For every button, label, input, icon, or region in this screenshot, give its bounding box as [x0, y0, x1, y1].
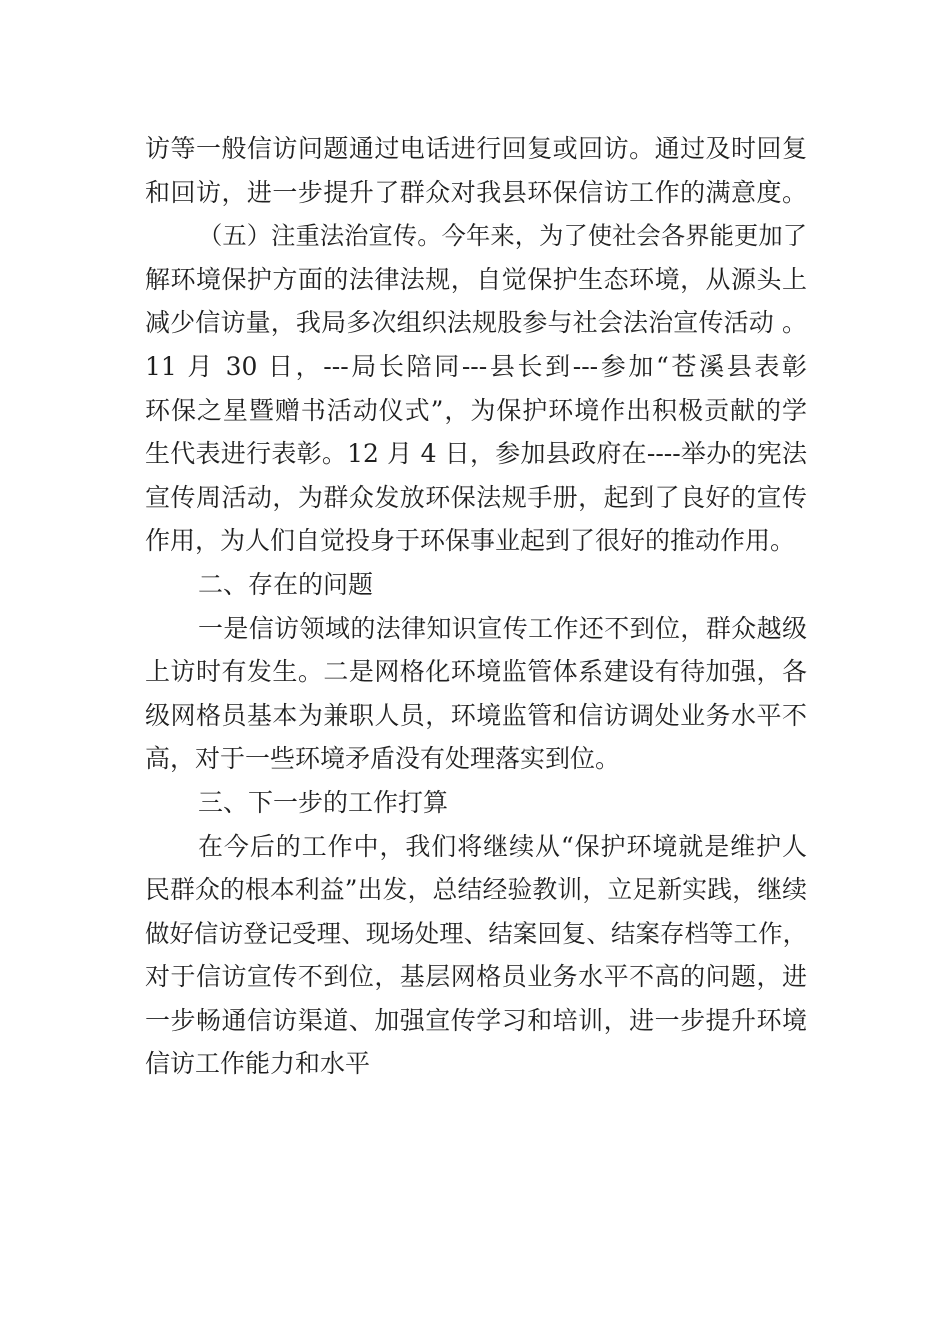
- document-body: [145, 127, 807, 1086]
- text-line: 做好信访登记受理、现场处理、结案回复、结案存档等工作，: [145, 918, 807, 948]
- text-line: 上访时有发生。二是网格化环境监管体系建设有待加强，各: [145, 657, 807, 687]
- text-line: 高，对于一些环境矛盾没有处理落实到位。: [145, 744, 621, 774]
- section-heading: 二、存在的问题: [198, 569, 374, 599]
- text-line: 民群众的根本利益”出发，总结经验教训，立足新实践，继续: [145, 875, 807, 905]
- text-line: 解环境保护方面的法律法规，自觉保护生态环境，从源头上: [145, 264, 807, 294]
- text-line: 访等一般信访问题通过电话进行回复或回访。通过及时回复: [145, 134, 807, 163]
- text-line: 环保之星暨赠书活动仪式”，为保护环境作出积极贡献的学: [145, 395, 807, 425]
- text-line: 信访工作能力和水平: [145, 1049, 371, 1079]
- text-line: 级网格员基本为兼职人员，环境监管和信访调处业务水平不: [145, 700, 807, 730]
- text-line: 在今后的工作中，我们将继续从“保护环境就是维护人: [198, 831, 807, 861]
- text-line: 减少信访量，我局多次组织法规股参与社会法治宣传活动 。: [145, 308, 807, 338]
- text-line: （五）注重法治宣传。今年来，为了使社会各界能更加了: [198, 221, 807, 251]
- text-line: 一步畅通信访渠道、加强宣传学习和培训，进一步提升环境: [145, 1005, 807, 1035]
- text-line: 对于信访宣传不到位，基层网格员业务水平不高的问题，进: [145, 962, 807, 992]
- text-line: 宣传周活动，为群众发放环保法规手册，起到了良好的宣传: [145, 482, 807, 512]
- text-line: 和回访，进一步提升了群众对我县环保信访工作的满意度。: [145, 177, 807, 207]
- text-line: 生代表进行表彰。12 月 4 日，参加县政府在----举办的宪法: [145, 439, 807, 469]
- text-line: 作用，为人们自觉投身于环保事业起到了很好的推动作用。: [145, 526, 796, 556]
- text-line: 一是信访领域的法律知识宣传工作还不到位，群众越级: [198, 613, 807, 643]
- section-heading: 三、下一步的工作打算: [198, 787, 449, 817]
- text-line: 11 月 30 日，---局长陪同---县长到---参加“苍溪县表彰: [145, 351, 807, 381]
